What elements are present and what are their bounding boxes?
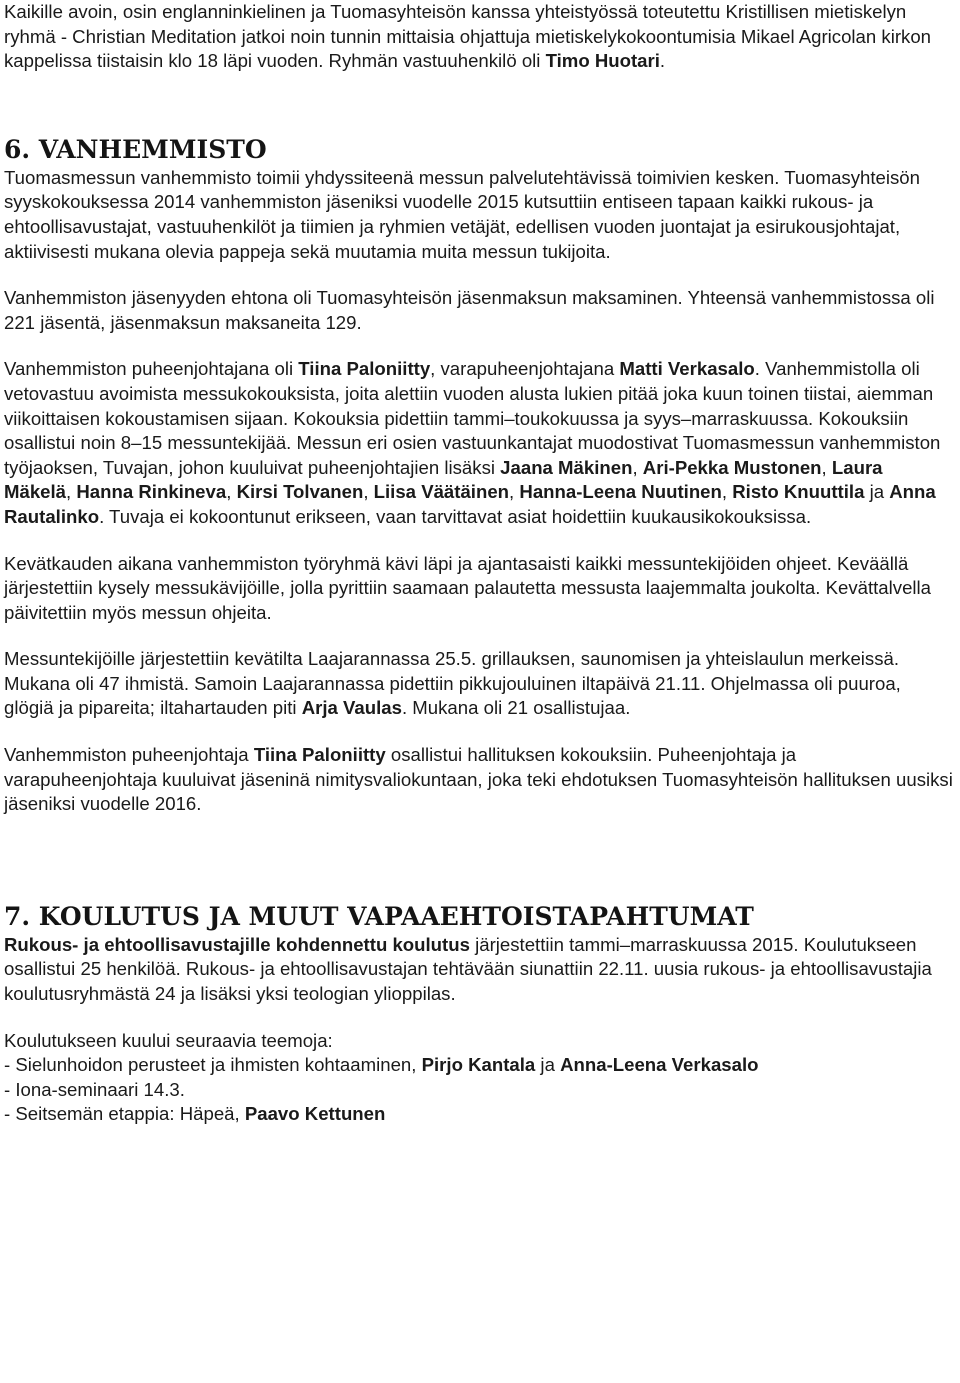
text-run: Kevätkauden aikana vanhemmiston työryhmä kävi läpi ja ajantasaisti kaikki messuntekijöiden ohjeet. Keväällä järjestettiin kysely messukävijöille, jolla pyrittiin saamaan palautetta messusta laajemmalta joukolta. Kevättalvella päivitettiin myös messun ohjeita. bbox=[4, 552, 932, 623]
text-run: Tuomasmessun vanhemmisto toimii yhdyssiteenä messun palvelutehtävissä toimivien kesken. Tuomasyhteisön syyskokouksessa 2014 vanhemmiston jäseniksi vuodelle 2015 kutsuttiin entiseen tapaan kaikki rukous- ja ehtoollisavustajat, vastuuhenkilöt ja tiimien ja ryhmien vetäjät, edellisen vuoden juontajat ja esirukousjohtajat, aktiivisesti mukana olevia pappeja sekä muutamia muita messun tukijoita. bbox=[4, 166, 920, 262]
text-run: - Sielunhoidon perusteet ja ihmisten kohtaaminen, bbox=[4, 1054, 422, 1076]
text-run: Kaikille avoin, osin englanninkielinen ja Tuomasyhteisön kanssa yhteistyössä toteutettu Kristillisen mietiskelyn ryhmä - Christian Meditation jatkoi noin tunnin mittaisia ohjattuja mietiskelykokoontumisia Mikael Agricolan kirkon kappelissa tiistaisin klo 18 läpi vuoden. Ryhmän vastuuhenkilö oli bbox=[4, 1, 931, 72]
person-name: Hanna Rinkineva bbox=[76, 481, 227, 503]
text-run: , bbox=[66, 481, 77, 503]
person-name: Kirsi Tolvanen bbox=[236, 481, 364, 503]
section-6-paragraph-4 bbox=[4, 552, 954, 626]
text-run: . bbox=[659, 50, 666, 72]
text-run: Vanhemmiston jäsenyyden ehtona oli Tuomasyhteisön jäsenmaksun maksaminen. Yhteensä vanhemmistossa oli 221 jäsentä, jäsenmaksun maksaneita 129. bbox=[4, 287, 935, 333]
person-name: Ari-Pekka Mustonen bbox=[642, 456, 822, 478]
person-name: Jaana Mäkinen bbox=[500, 456, 633, 478]
person-name: Paavo Kettunen bbox=[244, 1103, 386, 1125]
section-6-heading: 6. VANHEMMISTO bbox=[4, 134, 267, 164]
section-7-paragraph-1 bbox=[4, 933, 954, 1007]
section-6-paragraph-3 bbox=[4, 357, 954, 529]
text-run: osallistui hallituksen kokouksiin. Puheenjohtaja ja varapuheenjohtaja kuuluivat jäseninä nimitysvaliokuntaan, joka teki ehdotuksen Tuomasyhteisön hallituksen uusiksi jäseniksi vuodelle 2016. bbox=[4, 744, 953, 815]
text-run: , bbox=[226, 481, 237, 503]
list-item bbox=[4, 1053, 954, 1078]
section-7-heading: 7. KOULUTUS JA MUUT VAPAAEHTOISTAPAHTUMAT bbox=[4, 901, 754, 931]
text-run: . Tuvaja ei kokoontunut erikseen, vaan tarvittavat asiat hoidettiin kuukausikokouksissa. bbox=[99, 505, 812, 527]
section-6-paragraph-1 bbox=[4, 166, 954, 264]
course-title: Rukous- ja ehtoollisavustajille kohdennettu koulutus bbox=[4, 933, 470, 955]
text-run: järjestettiin tammi–marraskuussa 2015. Koulutukseen osallistui 25 henkilöä. Rukous- ja ehtoollisavustajan tehtävään siunattiin 22.11. uusia rukous- ja ehtoollisavustajia koulutusryhmästä 24 ja lisäksi yksi teologian ylioppilas. bbox=[4, 933, 932, 1005]
section-7-themes bbox=[4, 1029, 954, 1127]
text-run: , bbox=[821, 456, 832, 478]
text-run: , bbox=[509, 481, 520, 503]
text-run: Vanhemmiston puheenjohtajana oli bbox=[4, 358, 299, 380]
text-run: - Iona-seminaari 14.3. bbox=[4, 1078, 185, 1100]
person-name: Pirjo Kantala bbox=[421, 1054, 536, 1076]
person-name: Timo Huotari bbox=[545, 50, 660, 72]
text-run: ja bbox=[864, 481, 890, 503]
list-item bbox=[4, 1078, 954, 1103]
person-name: Risto Knuuttila bbox=[732, 481, 865, 503]
person-name: Hanna-Leena Nuutinen bbox=[519, 481, 722, 503]
list-item bbox=[4, 1102, 954, 1127]
text-run: , bbox=[721, 481, 733, 503]
text-run: . Vanhemmistolla oli vetovastuu avoimista messukokouksista, joita alettiin vuoden alusta lukien pitää joka kuun toinen tiistai, aiemman viikoittaisen kokoustamisen sijaan. Kokouksia pidettiin tammi–toukokuussa ja syys–marraskuussa. Kokouksiin osallistui noin 8–15 messuntekijää. Messun eri osien vastuunkantajat muodostivat Tuomasmessun vanhemmiston työjaoksen, Tuvajan, johon kuuluivat puheenjohtajien lisäksi bbox=[4, 358, 941, 478]
text-run: ja bbox=[535, 1054, 561, 1076]
text-run: Vanhemmiston puheenjohtaja bbox=[4, 744, 254, 766]
person-name: Tiina Paloniitty bbox=[253, 744, 386, 766]
text-run: - Seitsemän etappia: Häpeä, bbox=[4, 1103, 245, 1125]
person-name: Anna-Leena Verkasalo bbox=[560, 1054, 759, 1076]
text-run: , bbox=[632, 456, 643, 478]
document-page bbox=[4, 0, 954, 1127]
person-name: Laura Mäkelä bbox=[4, 456, 883, 503]
text-run: Messuntekijöille järjestettiin kevätilta Laajarannassa 25.5. grillauksen, saunomisen ja yhteislaulun merkeissä. Mukana oli 47 ihmistä. Samoin Laajarannassa pidettiin pikkujouluinen iltapäivä 21.11. Ohjelmassa oli puuroa, glögiä ja pipareita; iltahartauden piti bbox=[4, 648, 901, 719]
person-name: Arja Vaulas bbox=[301, 697, 402, 719]
text-run: . Mukana oli 21 osallistujaa. bbox=[401, 697, 631, 719]
person-name: Liisa Väätäinen bbox=[373, 481, 510, 503]
section-6-paragraph-5 bbox=[4, 647, 954, 721]
text-run: , varapuheenjohtajana bbox=[430, 358, 620, 380]
person-name: Matti Verkasalo bbox=[619, 358, 755, 380]
person-name: Tiina Paloniitty bbox=[298, 358, 431, 380]
section-6-paragraph-2 bbox=[4, 286, 954, 335]
text-run: , bbox=[363, 481, 374, 503]
section-6-paragraph-6 bbox=[4, 743, 954, 817]
intro-paragraph bbox=[4, 0, 954, 74]
themes-intro: Koulutukseen kuului seuraavia teemoja: bbox=[4, 1029, 333, 1051]
person-name: Anna Rautalinko bbox=[4, 481, 936, 527]
